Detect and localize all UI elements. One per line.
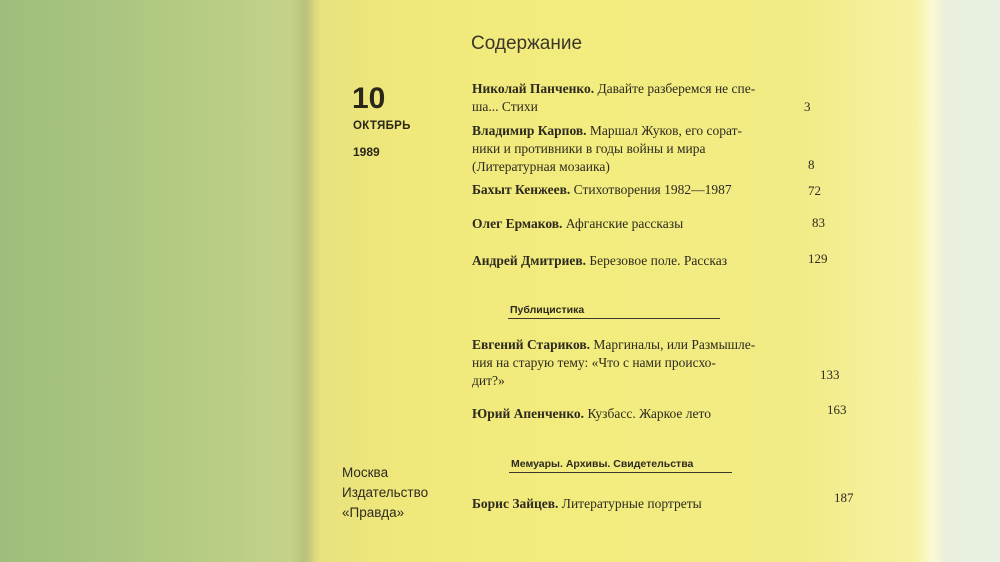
entry-author: Евгений Стариков. bbox=[472, 337, 591, 352]
entry-title-line: Кузбасс. Жаркое лето bbox=[587, 406, 711, 421]
section-label: Мемуары. Архивы. Свидетельства bbox=[511, 458, 694, 470]
entry-author: Юрий Апенченко. bbox=[472, 406, 585, 421]
toc-entry bbox=[472, 80, 755, 116]
toc-entry bbox=[472, 336, 755, 390]
entry-page-number: 72 bbox=[808, 183, 821, 198]
entry-author: Андрей Дмитриев. bbox=[472, 253, 587, 268]
entry-title-line: дит?» bbox=[472, 373, 505, 388]
section-rule bbox=[508, 318, 720, 319]
issue-month: ОКТЯБРЬ bbox=[353, 120, 411, 132]
issue-year: 1989 bbox=[353, 145, 380, 159]
publisher-name-line: «Правда» bbox=[342, 505, 405, 520]
entry-page-number: 163 bbox=[827, 402, 847, 417]
page-edge-highlight bbox=[915, 0, 945, 562]
entry-author: Владимир Карпов. bbox=[472, 123, 587, 138]
entry-page-number: 187 bbox=[834, 490, 854, 505]
entry-title-line: Афганские рассказы bbox=[565, 216, 684, 231]
toc-entry bbox=[472, 122, 742, 176]
section-label: Публицистика bbox=[510, 304, 585, 316]
entry-author: Николай Панченко. bbox=[472, 81, 595, 96]
entry-page-number: 8 bbox=[808, 157, 815, 172]
entry-title-line: ша... Стихи bbox=[472, 99, 538, 114]
entry-title-line: Маршал Жуков, его сорат- bbox=[589, 123, 743, 138]
contents-heading: Содержание bbox=[471, 33, 583, 54]
entry-title-line: Маргиналы, или Размышле- bbox=[593, 337, 756, 352]
book-spine-shadow bbox=[290, 0, 320, 562]
entry-title-line: Литературные портреты bbox=[561, 496, 702, 511]
entry-author: Борис Зайцев. bbox=[472, 496, 559, 511]
entry-title-line: Давайте разберемся не спе- bbox=[597, 81, 756, 96]
entry-page-number: 83 bbox=[812, 215, 825, 230]
entry-author: Бахыт Кенжеев. bbox=[472, 182, 571, 197]
toc-entry bbox=[472, 252, 727, 270]
toc-entry bbox=[472, 215, 683, 233]
entry-title-line: ния на старую тему: «Что с нами происхо- bbox=[472, 355, 716, 370]
entry-title-line: Березовое поле. Рассказ bbox=[589, 253, 728, 268]
entry-title-line: (Литературная мозаика) bbox=[472, 159, 610, 174]
entry-page-number: 129 bbox=[808, 251, 828, 266]
toc-entry bbox=[472, 405, 711, 423]
toc-entry bbox=[472, 181, 732, 199]
section-rule bbox=[509, 472, 732, 473]
entry-title-line: ники и противники в годы войны и мира bbox=[472, 141, 706, 156]
entry-author: Олег Ермаков. bbox=[472, 216, 563, 231]
entry-page-number: 133 bbox=[820, 367, 840, 382]
issue-number: 10 bbox=[352, 82, 386, 115]
publisher-name-line: Издательство bbox=[342, 485, 429, 500]
toc-entry bbox=[472, 495, 702, 513]
entry-title-line: Стихотворения 1982—1987 bbox=[573, 182, 732, 197]
publisher-city: Москва bbox=[342, 465, 389, 480]
entry-page-number: 3 bbox=[804, 99, 811, 114]
